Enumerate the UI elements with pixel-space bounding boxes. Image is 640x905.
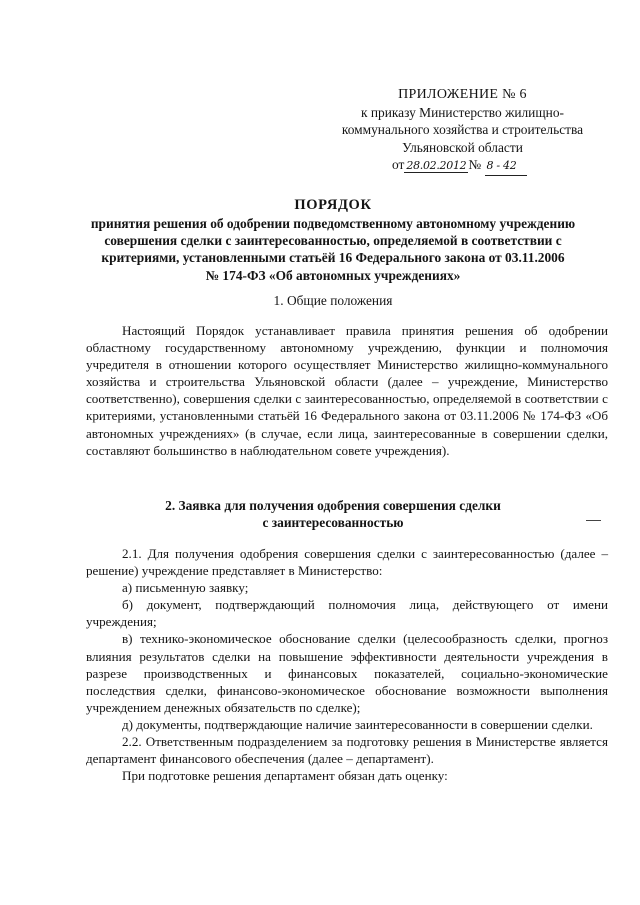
handwritten-number: 8 - 42: [485, 157, 527, 176]
section-1-heading: 1. Общие положения: [273, 293, 393, 308]
list-item-b: б) документ, подтверждающий полномочия лица, действующего от имени учреждения;: [86, 597, 608, 630]
list-item-d: д) документы, подтверждающие наличие заинтересованности в совершении сделки.: [122, 716, 593, 732]
paragraph-assessment: При подготовке решения департамент обязан дать оценку:: [122, 768, 448, 784]
document-title: ПОРЯДОК: [294, 197, 372, 213]
section-2-heading-line-1: 2. Заявка для получения одобрения совершения сделки: [165, 498, 501, 513]
paragraph-2-2: 2.2. Ответственным подразделением за подготовку решения в Министерстве является департамент финансового обеспечения (далее – департамент).: [86, 734, 608, 767]
handwritten-date: 28.02.2012: [406, 159, 467, 172]
section-1-paragraph: Настоящий Порядок устанавливает правила принятия решения об одобрении областному государственному автономному учреждению, функции и полномочия учредителя в отношении которого осуществляет Министерство жилищно-коммунального хозяйства и строительства Ульяновской области (далее – учреждение, Министерство соответственно), совершения сделки с заинтересованностью, определяемой в соответствии с критериями, установленными статьёй 16 Федерального закона от 03.11.2006 № 174-ФЗ «Об автономных учреждениях» (в случае, если лица, заинтересованные в совершении сделки, составляют большинство в наблюдательном совете учреждения).: [86, 323, 608, 458]
section-2-heading-line-2: с заинтересованностью: [262, 515, 404, 531]
list-item-v: в) технико-экономическое обоснование сделки (целесообразность сделки, прогноз влияния результатов сделки на повышение эффективности деятельности учреждения в разрезе производственных и финансовых показателей, социально-экономические последствия сделки, финансово-экономическое обоснование возможности выполнения учреждением денежных обязательств по сделке);: [86, 631, 608, 715]
list-item-a: а) письменную заявку;: [122, 580, 249, 596]
document-subtitle-line: № 174-ФЗ «Об автономных учреждениях»: [205, 267, 461, 283]
appendix-line-3: Ульяновской области: [402, 139, 523, 155]
appendix-title: ПРИЛОЖЕНИЕ № 6: [398, 87, 527, 102]
appendix-line-2: коммунального хозяйства и строительства: [341, 122, 584, 137]
margin-dash-mark: [586, 520, 601, 521]
appendix-line-1: к приказу Министерство жилищно-: [361, 104, 564, 120]
section-1-body: [86, 322, 608, 459]
order-date-line: [330, 156, 595, 176]
appendix-header: [330, 86, 595, 176]
document-subtitle-line: совершения сделки с заинтересованностью, определяемой в соответствии с: [104, 233, 562, 249]
number-prefix: №: [468, 157, 482, 172]
document-subtitle-line: принятия решения об одобрении подведомственному автономному учреждению: [90, 216, 576, 231]
document-subtitle-line: критериями, установленными статьёй 16 Федерального закона от 03.11.2006: [101, 250, 565, 266]
document-heading: [60, 196, 606, 284]
paragraph-2-1: 2.1. Для получения одобрения совершения сделки с заинтересованностью (далее – решение) учреждение представляет в Министерство:: [86, 546, 608, 579]
section-2-heading: [60, 497, 606, 531]
date-prefix: от: [392, 157, 405, 172]
section-2-body: [86, 545, 608, 784]
